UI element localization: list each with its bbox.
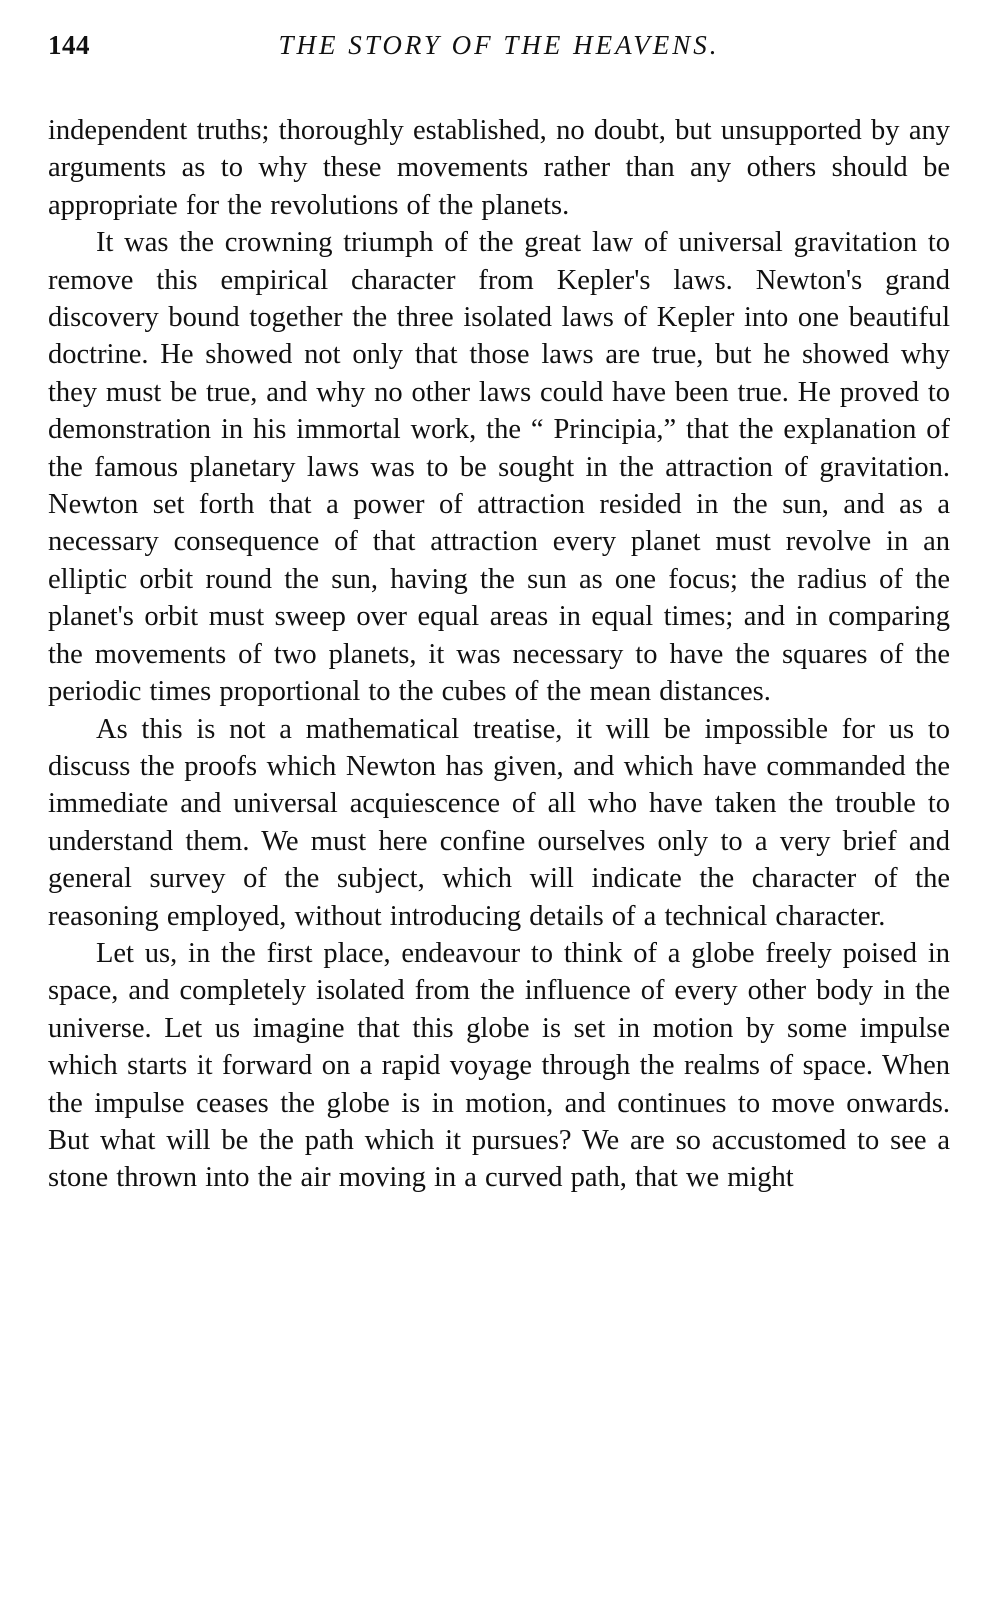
paragraph-not-mathematical: As this is not a mathematical treatise, it will be impossible for us to discuss the proofs which Newton has given, and which have commanded the immediate and universal acquiescence of all who have taken the trouble to understand them. We must here confine ourselves only to a very brief and general survey of the subject, which will indicate the character of the reasoning employed, without introducing details of a technical character. — [48, 713, 950, 932]
running-head — [48, 30, 950, 74]
book-page — [48, 30, 950, 1197]
page-number: 144 — [48, 30, 90, 60]
running-title: THE STORY OF THE HEAVENS. — [278, 30, 720, 60]
paragraph-continuation: independent truths; thoroughly established, no doubt, but unsupported by any arguments as to why these movements rather than any others should be appropriate for the revolutions of the planets. — [48, 115, 950, 221]
body-text — [48, 112, 950, 1197]
paragraph-newton-gravitation: It was the crowning triumph of the great law of universal gravitation to remove this empirical character from Kepler's laws. Newton's grand discovery bound together the three isolated laws of Kepler into one beautiful doctrine. He showed not only that those laws are true, but he showed why they must be true, and why no other laws could have been true. He proved to demonstration in his immortal work, the “ Principia,” that the explanation of the famous planetary laws was to be sought in the attraction of gravitation. Newton set forth that a power of attraction resided in the sun, and as a necessary consequence of that attraction every planet must revolve in an elliptic orbit round the sun, having the sun as one focus; the radius of the planet's orbit must sweep over equal areas in equal times; and in comparing the movements of two planets, it was necessary to have the squares of the periodic times proportional to the cubes of the mean distances. — [48, 227, 950, 708]
paragraph-globe-in-space: Let us, in the first place, endeavour to think of a globe freely poised in space, and completely isolated from the influence of every other body in the universe. Let us imagine that this globe is set in motion by some impulse which starts it forward on a rapid voyage through the realms of space. When the impulse ceases the globe is in motion, and continues to move onwards. But what will be the path which it pursues? We are so accustomed to see a stone thrown into the air moving in a curved path, that we might — [48, 937, 950, 1194]
